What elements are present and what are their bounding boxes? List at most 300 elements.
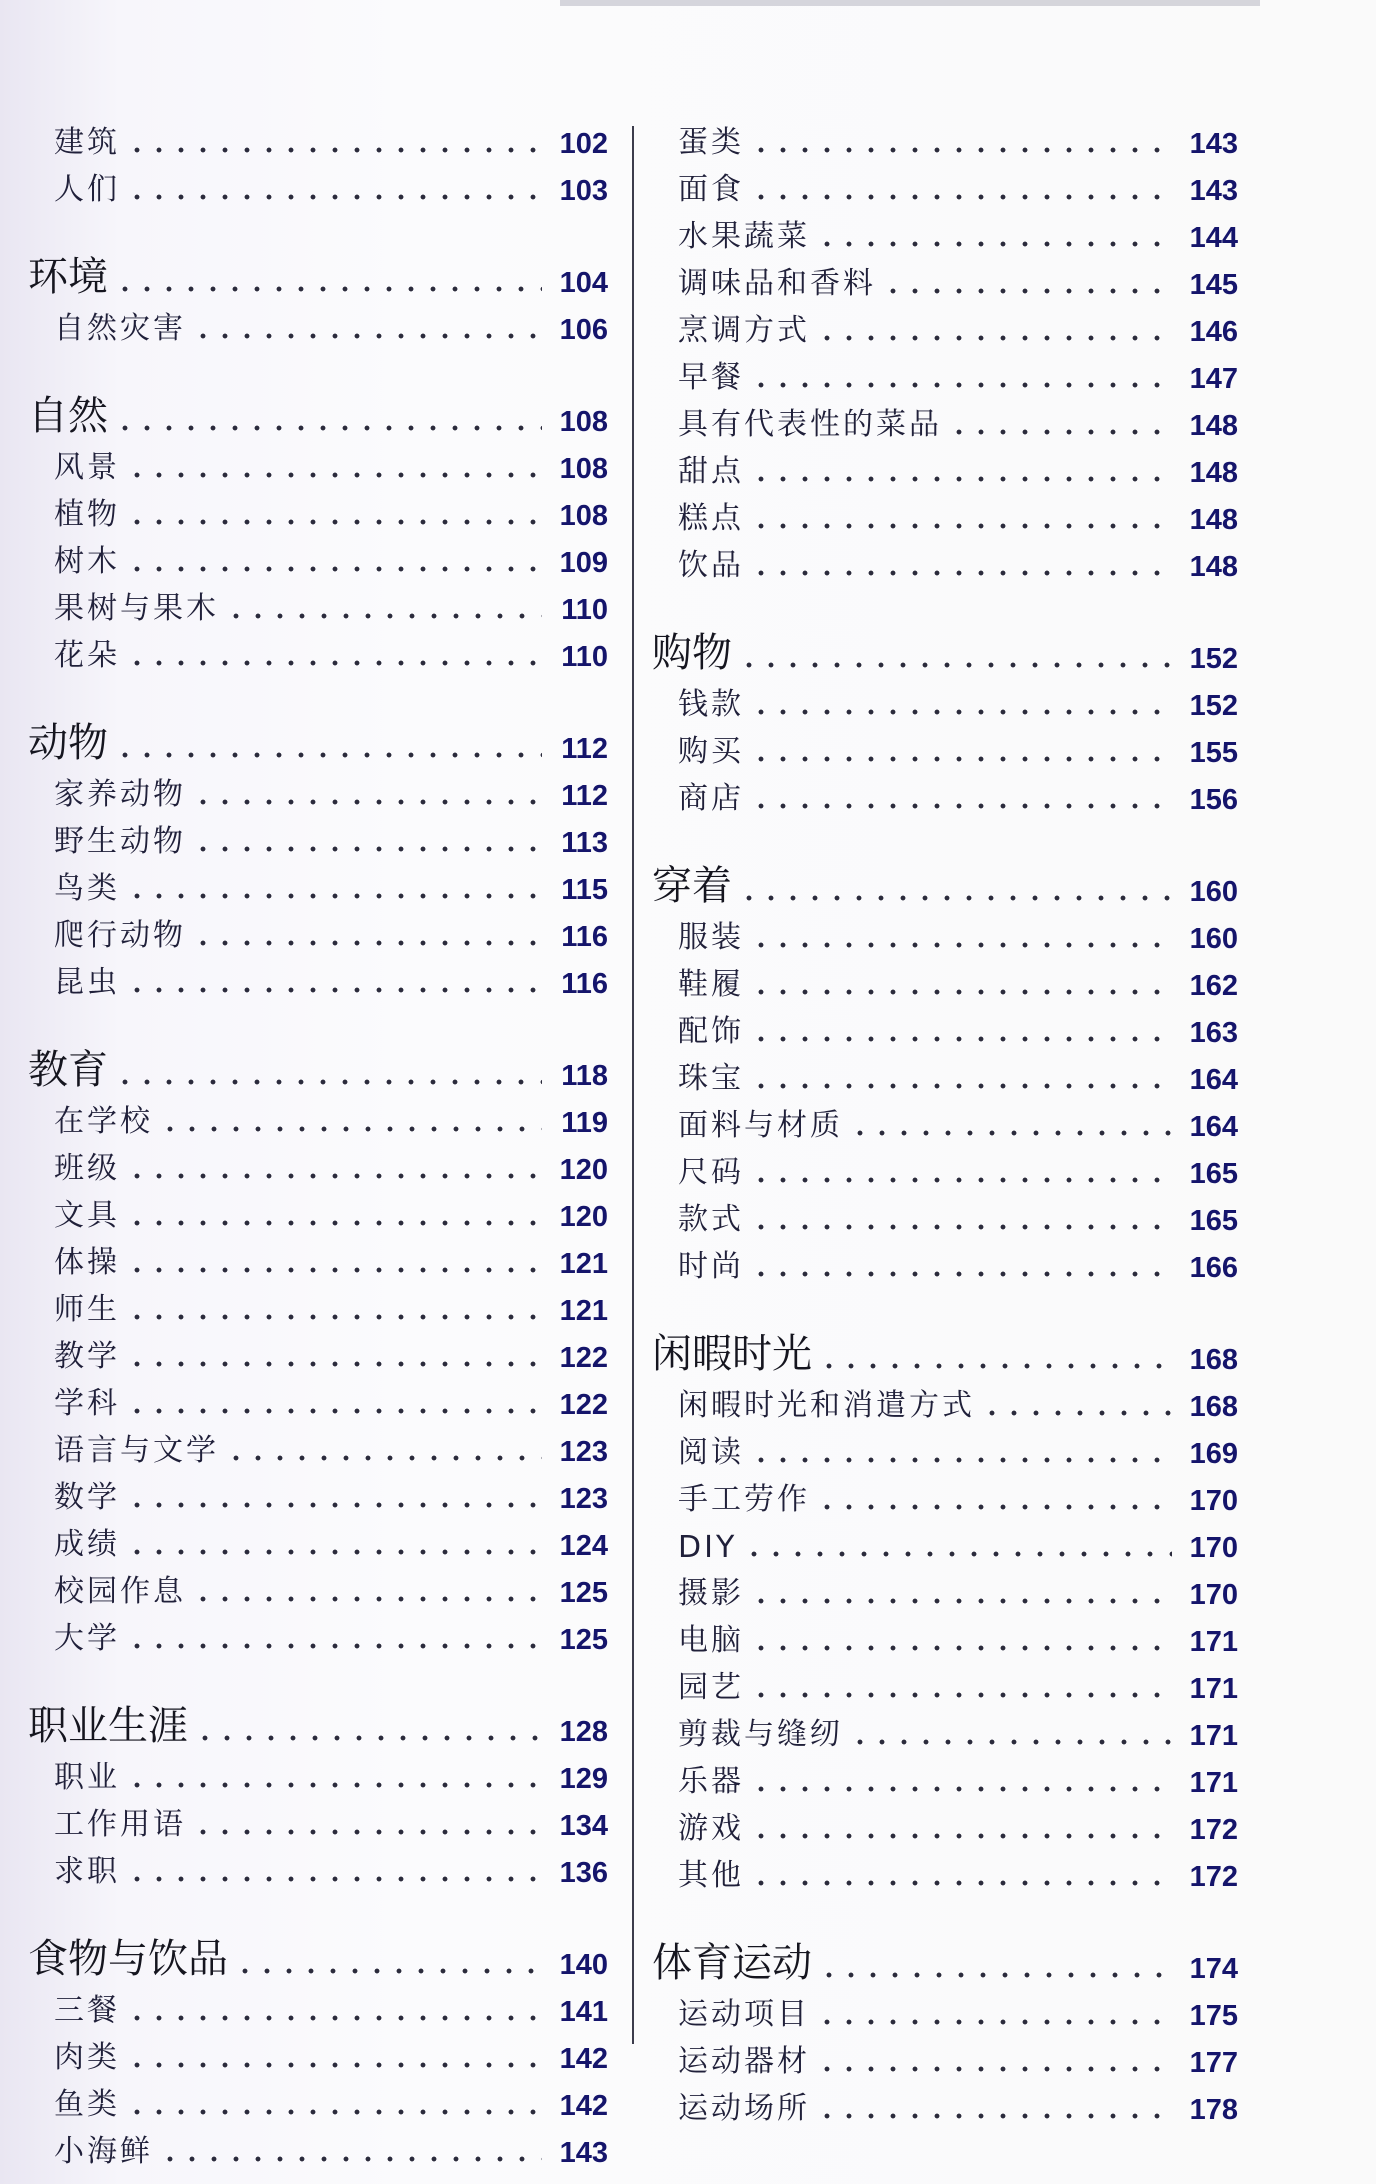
dot-leader [159, 1126, 542, 1132]
subentry-title: 其他 [678, 1858, 744, 1893]
page-number: 164 [1189, 1064, 1238, 1096]
toc-subentry [652, 1007, 1238, 1054]
subentry-title: 教学 [54, 1339, 120, 1374]
toc-subentry [652, 447, 1238, 494]
dot-leader [750, 1833, 1172, 1839]
toc-subentry [652, 1148, 1238, 1195]
dot-leader [816, 2113, 1172, 2119]
dot-leader [225, 1455, 542, 1461]
page-number: 147 [1189, 363, 1238, 395]
page-number: 108 [559, 406, 608, 438]
toc-subentry [28, 770, 608, 817]
toc-section-entry [28, 373, 608, 443]
dot-leader [126, 1876, 542, 1882]
dot-leader [126, 2109, 542, 2115]
subentry-title: 树木 [54, 544, 120, 579]
dot-leader [192, 846, 542, 852]
subentry-title: 面料与材质 [678, 1108, 843, 1143]
page-number: 168 [1189, 1391, 1238, 1423]
toc-subentry [652, 1663, 1238, 1710]
subentry-title: 闲暇时光和消遣方式 [678, 1388, 975, 1423]
section-title: 动物 [28, 720, 108, 766]
subentry-title: 植物 [54, 497, 120, 532]
subentry-title: 肉类 [54, 2040, 120, 2075]
toc-subentry [28, 1473, 608, 1520]
subentry-title: 家养动物 [54, 777, 186, 812]
toc-subentry [28, 490, 608, 537]
subentry-title: 校园作息 [54, 1574, 186, 1609]
subentry-title: 剪裁与缝纫 [678, 1717, 843, 1752]
dot-leader [126, 1502, 542, 1508]
subentry-title: 风景 [54, 450, 120, 485]
toc-subentry [652, 2037, 1238, 2084]
dot-leader [192, 799, 542, 805]
dot-leader [234, 1968, 542, 1974]
page-number: 122 [559, 1389, 608, 1421]
subentry-title: 建筑 [54, 125, 120, 160]
toc-section-entry [652, 1311, 1238, 1381]
dot-leader [849, 1130, 1172, 1136]
toc-subentry [28, 165, 608, 212]
toc-subentry [28, 1332, 608, 1379]
section-title: 购物 [652, 630, 732, 676]
toc-subentry [28, 1847, 608, 1894]
subentry-title: 乐器 [678, 1764, 744, 1799]
toc-subentry [652, 774, 1238, 821]
page-number: 104 [559, 267, 608, 299]
toc-subentry [28, 2080, 608, 2127]
toc-subentry [28, 1753, 608, 1800]
toc-subentry [28, 864, 608, 911]
dot-leader [126, 1549, 542, 1555]
page-number: 165 [1189, 1205, 1238, 1237]
toc-subentry [28, 1191, 608, 1238]
page-number: 136 [559, 1857, 608, 1889]
dot-leader [192, 1596, 542, 1602]
section-gap [28, 1661, 608, 1683]
subentry-title: 服装 [678, 920, 744, 955]
section-title: 教育 [28, 1047, 108, 1093]
page-number: 116 [561, 968, 608, 1000]
subentry-title: DIY [678, 1530, 738, 1565]
toc-subentry [652, 680, 1238, 727]
page-number: 106 [559, 314, 608, 346]
toc-subentry [652, 1522, 1238, 1569]
section-gap [652, 1289, 1238, 1311]
toc-subentry [652, 259, 1238, 306]
subentry-title: 师生 [54, 1292, 120, 1327]
dot-leader [750, 570, 1172, 576]
subentry-title: 数学 [54, 1480, 120, 1515]
dot-leader [126, 1173, 542, 1179]
page-number: 125 [559, 1624, 608, 1656]
page-number: 160 [1189, 876, 1238, 908]
toc-subentry [28, 1379, 608, 1426]
page-number: 143 [1189, 128, 1238, 160]
subentry-title: 运动器材 [678, 2044, 810, 2079]
subentry-title: 鱼类 [54, 2087, 120, 2122]
dot-leader [816, 2066, 1172, 2072]
section-gap [28, 1894, 608, 1916]
page-number: 116 [561, 921, 608, 953]
dot-leader [750, 476, 1172, 482]
page-number: 164 [1189, 1111, 1238, 1143]
page-number: 171 [1189, 1767, 1238, 1799]
toc-subentry [28, 1144, 608, 1191]
subentry-title: 成绩 [54, 1527, 120, 1562]
subentry-title: 园艺 [678, 1670, 744, 1705]
toc-subentry [28, 537, 608, 584]
subentry-title: 爬行动物 [54, 918, 186, 953]
page-number: 140 [559, 1949, 608, 1981]
dot-leader [750, 382, 1172, 388]
page-number: 177 [1189, 2047, 1238, 2079]
page-number: 124 [559, 1530, 608, 1562]
toc-subentry [28, 1426, 608, 1473]
dot-leader [816, 1504, 1172, 1510]
page-number: 162 [1189, 970, 1238, 1002]
dot-leader [126, 566, 542, 572]
subentry-title: 工作用语 [54, 1807, 186, 1842]
subentry-title: 体操 [54, 1245, 120, 1280]
page-number: 144 [1189, 222, 1238, 254]
dot-leader [981, 1410, 1172, 1416]
subentry-title: 大学 [54, 1621, 120, 1656]
dot-leader [126, 893, 542, 899]
page-number: 169 [1189, 1438, 1238, 1470]
subentry-title: 学科 [54, 1386, 120, 1421]
subentry-title: 水果蔬菜 [678, 219, 810, 254]
column-divider [632, 126, 634, 2044]
section-gap [28, 678, 608, 700]
page-edge-shadow [560, 0, 1260, 6]
subentry-title: 三餐 [54, 1993, 120, 2028]
dot-leader [126, 660, 542, 666]
toc-subentry [28, 1097, 608, 1144]
page-number: 166 [1189, 1252, 1238, 1284]
toc-subentry [28, 631, 608, 678]
dot-leader [750, 1692, 1172, 1698]
toc-left-column [28, 118, 608, 2174]
dot-leader [126, 147, 542, 153]
toc-subentry [652, 1851, 1238, 1898]
dot-leader [126, 194, 542, 200]
dot-leader [750, 1177, 1172, 1183]
section-title: 食物与饮品 [28, 1936, 228, 1982]
dot-leader [750, 756, 1172, 762]
dot-leader [816, 335, 1172, 341]
subentry-title: 职业 [54, 1760, 120, 1795]
dot-leader [225, 613, 542, 619]
page-number: 120 [559, 1201, 608, 1233]
dot-leader [126, 2015, 542, 2021]
dot-leader [738, 662, 1172, 668]
page-number: 128 [559, 1716, 608, 1748]
subentry-title: 手工劳作 [678, 1482, 810, 1517]
toc-section-entry [28, 700, 608, 770]
toc-subentry [28, 2127, 608, 2174]
section-gap [652, 821, 1238, 843]
toc-subentry [28, 584, 608, 631]
subentry-title: 购买 [678, 734, 744, 769]
dot-leader [750, 989, 1172, 995]
dot-leader [126, 2062, 542, 2068]
page-number: 172 [1189, 1814, 1238, 1846]
section-title: 职业生涯 [28, 1703, 188, 1749]
section-gap [28, 1005, 608, 1027]
dot-leader [750, 709, 1172, 715]
dot-leader [114, 286, 542, 292]
subentry-title: 鸟类 [54, 871, 120, 906]
toc-subentry [652, 1569, 1238, 1616]
dot-leader [126, 1408, 542, 1414]
toc-subentry [652, 306, 1238, 353]
page-number: 142 [559, 2043, 608, 2075]
toc-subentry [28, 304, 608, 351]
page-number: 152 [1189, 690, 1238, 722]
page-number: 143 [559, 2137, 608, 2169]
subentry-title: 运动场所 [678, 2091, 810, 2126]
page-number: 168 [1189, 1344, 1238, 1376]
page-number: 134 [559, 1810, 608, 1842]
dot-leader [849, 1739, 1172, 1745]
page-number: 172 [1189, 1861, 1238, 1893]
subentry-title: 文具 [54, 1198, 120, 1233]
dot-leader [750, 1224, 1172, 1230]
subentry-title: 鞋履 [678, 967, 744, 1002]
page-number: 160 [1189, 923, 1238, 955]
toc-subentry [652, 541, 1238, 588]
toc-section-entry [652, 610, 1238, 680]
section-title: 环境 [28, 254, 108, 300]
subentry-title: 摄影 [678, 1576, 744, 1611]
dot-leader [126, 472, 542, 478]
toc-subentry [28, 443, 608, 490]
subentry-title: 果树与果木 [54, 591, 219, 626]
page-number: 163 [1189, 1017, 1238, 1049]
page-number: 125 [559, 1577, 608, 1609]
toc-section-entry [652, 843, 1238, 913]
dot-leader [126, 1643, 542, 1649]
page-number: 148 [1189, 457, 1238, 489]
dot-leader [126, 1220, 542, 1226]
page-number: 148 [1189, 410, 1238, 442]
toc-subentry [652, 1710, 1238, 1757]
page-number: 121 [559, 1248, 608, 1280]
page-number: 112 [561, 733, 608, 765]
toc-subentry [652, 118, 1238, 165]
page-number: 122 [559, 1342, 608, 1374]
section-gap [28, 351, 608, 373]
dot-leader [114, 425, 542, 431]
toc-subentry [652, 1242, 1238, 1289]
toc-subentry [652, 353, 1238, 400]
dot-leader [818, 1363, 1172, 1369]
page-number: 170 [1189, 1485, 1238, 1517]
dot-leader [126, 987, 542, 993]
toc-subentry [652, 1428, 1238, 1475]
dot-leader [750, 1880, 1172, 1886]
dot-leader [192, 333, 542, 339]
dot-leader [743, 1551, 1172, 1557]
subentry-title: 班级 [54, 1151, 120, 1186]
page-number: 102 [559, 128, 608, 160]
page-number: 118 [561, 1060, 608, 1092]
dot-leader [114, 1079, 542, 1085]
page-number: 170 [1189, 1579, 1238, 1611]
dot-leader [816, 241, 1172, 247]
page-number: 174 [1189, 1953, 1238, 1985]
toc-section-entry [28, 1027, 608, 1097]
page-number: 152 [1189, 643, 1238, 675]
page-number: 113 [561, 827, 608, 859]
subentry-title: 在学校 [54, 1104, 153, 1139]
subentry-title: 尺码 [678, 1155, 744, 1190]
toc-section-entry [28, 1916, 608, 1986]
toc-section-entry [652, 1920, 1238, 1990]
subentry-title: 小海鲜 [54, 2134, 153, 2169]
toc-section-entry [28, 234, 608, 304]
page-number: 119 [561, 1107, 608, 1139]
section-title: 穿着 [652, 863, 732, 909]
dot-leader [816, 2019, 1172, 2025]
dot-leader [750, 1645, 1172, 1651]
page-number: 110 [561, 641, 608, 673]
dot-leader [126, 1314, 542, 1320]
page-number: 178 [1189, 2094, 1238, 2126]
toc-subentry [652, 212, 1238, 259]
subentry-title: 语言与文学 [54, 1433, 219, 1468]
toc-subentry [652, 165, 1238, 212]
subentry-title: 面食 [678, 172, 744, 207]
dot-leader [114, 752, 542, 758]
subentry-title: 游戏 [678, 1811, 744, 1846]
subentry-title: 钱款 [678, 687, 744, 722]
dot-leader [750, 1786, 1172, 1792]
subentry-title: 求职 [54, 1854, 120, 1889]
dot-leader [750, 147, 1172, 153]
toc-subentry [652, 1616, 1238, 1663]
page-number: 175 [1189, 2000, 1238, 2032]
toc-subentry [652, 913, 1238, 960]
dot-leader [126, 1361, 542, 1367]
dot-leader [750, 1036, 1172, 1042]
toc-subentry [652, 1990, 1238, 2037]
toc-subentry [652, 1475, 1238, 1522]
subentry-title: 甜点 [678, 454, 744, 489]
dot-leader [948, 429, 1172, 435]
page-number: 171 [1189, 1673, 1238, 1705]
dot-leader [738, 895, 1172, 901]
subentry-title: 调味品和香料 [678, 266, 876, 301]
toc-subentry [28, 2033, 608, 2080]
subentry-title: 阅读 [678, 1435, 744, 1470]
toc-subentry [28, 1520, 608, 1567]
subentry-title: 电脑 [678, 1623, 744, 1658]
toc-subentry [652, 2084, 1238, 2131]
page-number: 170 [1189, 1532, 1238, 1564]
dot-leader [750, 1271, 1172, 1277]
toc-subentry [28, 911, 608, 958]
page-number: 129 [559, 1763, 608, 1795]
toc-section-entry [28, 1683, 608, 1753]
page-number: 110 [561, 594, 608, 626]
page-number: 109 [559, 547, 608, 579]
toc-subentry [28, 1986, 608, 2033]
toc-subentry [652, 400, 1238, 447]
dot-leader [750, 803, 1172, 809]
toc-subentry [28, 817, 608, 864]
page-number: 165 [1189, 1158, 1238, 1190]
page-number: 156 [1189, 784, 1238, 816]
dot-leader [194, 1735, 542, 1741]
page-number: 141 [559, 1996, 608, 2028]
dot-leader [750, 194, 1172, 200]
subentry-title: 自然灾害 [54, 311, 186, 346]
section-gap [652, 588, 1238, 610]
toc-subentry [652, 1195, 1238, 1242]
page-number: 123 [559, 1483, 608, 1515]
section-title: 闲暇时光 [652, 1331, 812, 1377]
dot-leader [126, 1782, 542, 1788]
dot-leader [750, 523, 1172, 529]
section-gap [28, 212, 608, 234]
toc-subentry [652, 1381, 1238, 1428]
page-number: 148 [1189, 504, 1238, 536]
page-number: 148 [1189, 551, 1238, 583]
subentry-title: 珠宝 [678, 1061, 744, 1096]
toc-subentry [652, 1054, 1238, 1101]
subentry-title: 野生动物 [54, 824, 186, 859]
page-number: 108 [559, 453, 608, 485]
dot-leader [750, 1457, 1172, 1463]
subentry-title: 花朵 [54, 638, 120, 673]
toc-subentry [28, 1238, 608, 1285]
toc-subentry [28, 1800, 608, 1847]
toc-subentry [28, 1567, 608, 1614]
subentry-title: 蛋类 [678, 125, 744, 160]
page-number: 171 [1189, 1626, 1238, 1658]
page-number: 142 [559, 2090, 608, 2122]
page-number: 112 [561, 780, 608, 812]
page-number: 146 [1189, 316, 1238, 348]
toc-subentry [652, 1804, 1238, 1851]
subentry-title: 配饰 [678, 1014, 744, 1049]
subentry-title: 饮品 [678, 548, 744, 583]
page-number: 103 [559, 175, 608, 207]
dot-leader [750, 1598, 1172, 1604]
section-title: 体育运动 [652, 1940, 812, 1986]
dot-leader [882, 288, 1172, 294]
page-number: 115 [561, 874, 608, 906]
subentry-title: 早餐 [678, 360, 744, 395]
subentry-title: 商店 [678, 781, 744, 816]
subentry-title: 烹调方式 [678, 313, 810, 348]
toc-subentry [28, 1614, 608, 1661]
page-number: 121 [559, 1295, 608, 1327]
toc-subentry [652, 1101, 1238, 1148]
subentry-title: 糕点 [678, 501, 744, 536]
toc-subentry [28, 958, 608, 1005]
subentry-title: 时尚 [678, 1249, 744, 1284]
toc-subentry [652, 727, 1238, 774]
page-number: 123 [559, 1436, 608, 1468]
section-gap [652, 1898, 1238, 1920]
dot-leader [126, 1267, 542, 1273]
toc-subentry [652, 960, 1238, 1007]
page-number: 171 [1189, 1720, 1238, 1752]
dot-leader [818, 1972, 1172, 1978]
